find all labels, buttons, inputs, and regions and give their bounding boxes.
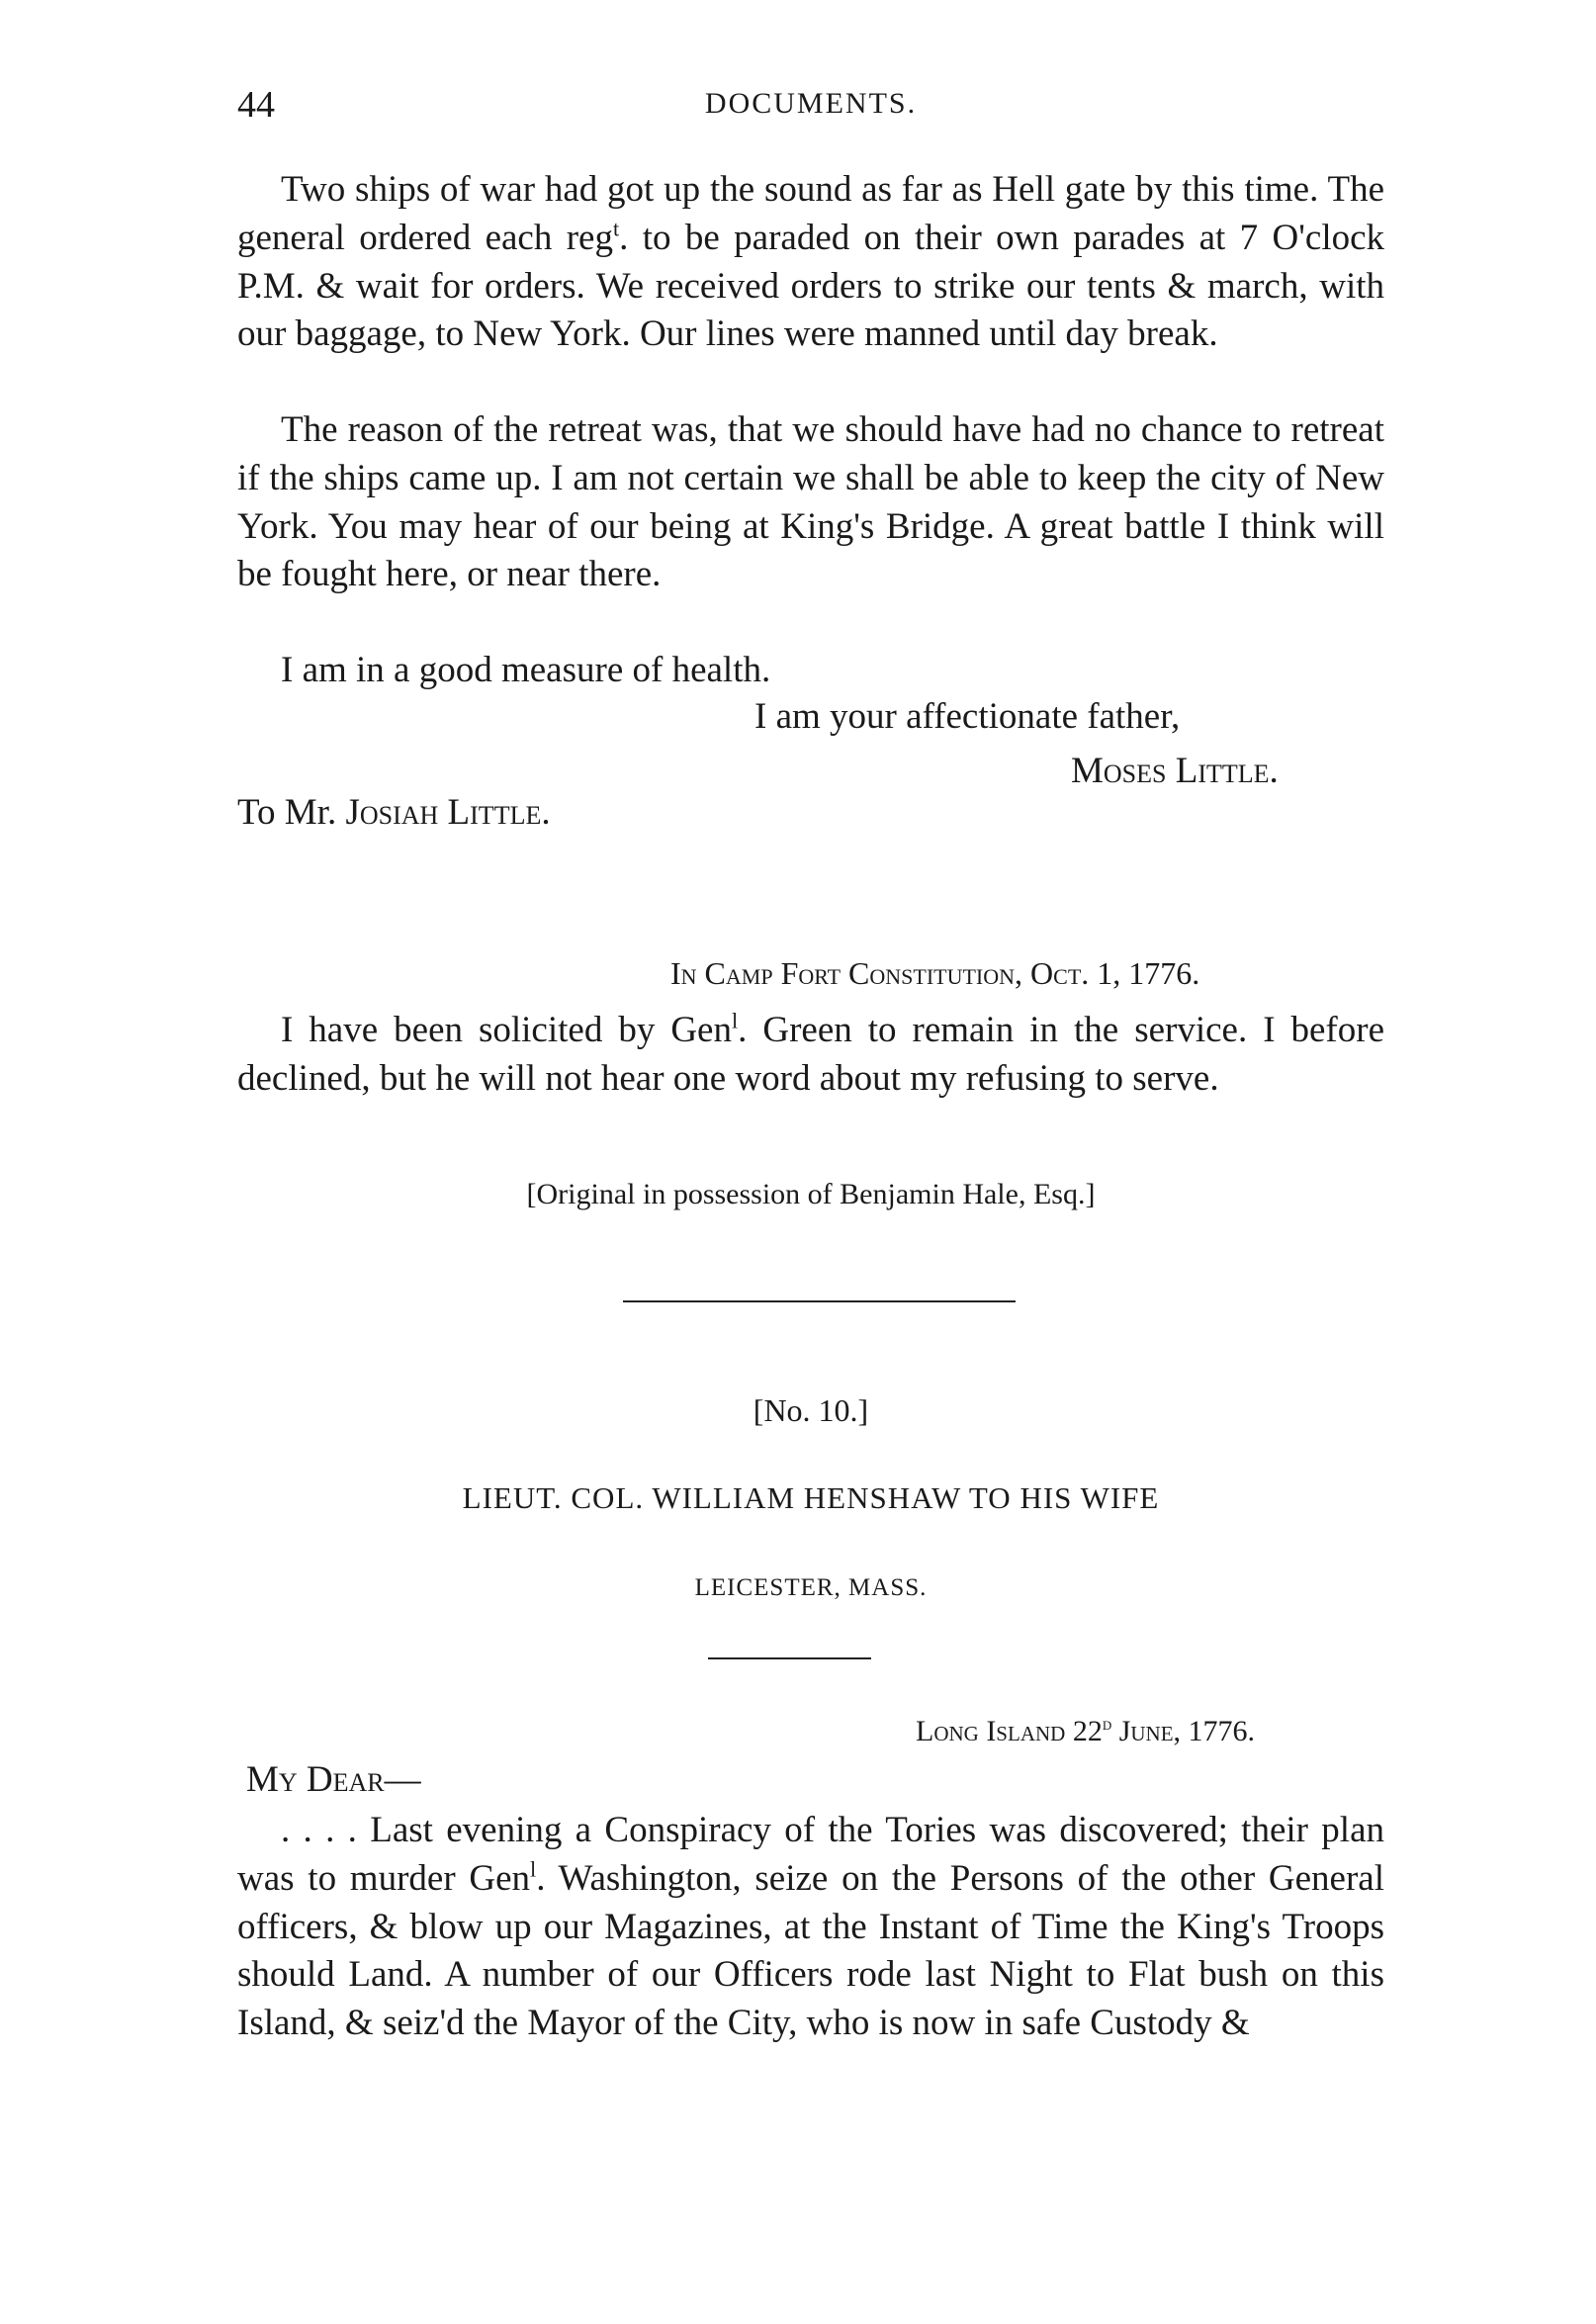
dateline: [916, 1715, 1255, 1748]
text-line: orders to strike our tents & march, with our baggage, to New: [237, 265, 1385, 355]
paragraph-text: I have been solicited by Gen: [281, 1010, 732, 1050]
document-title: LIEUT. COL. WILLIAM HENSHAW TO HIS WIFE: [462, 1480, 1160, 1515]
paragraph-text: . Washington, seize on the Persons of the other General officers, & blow up our Magazines, at the Instant of Time the King's Troops should Land. A number of our Officers rode last Night to Flat bush on this Island, & seiz'd the Mayor of the City, who is now in safe Custody &: [237, 1857, 1384, 2044]
source-note: [Original in possession of Benjamin Hale, Esq.]: [526, 1178, 1096, 1210]
text-line: this time. The general ordered each reg: [237, 169, 1385, 258]
dateline-place: Long Island 22: [916, 1715, 1103, 1747]
dateline-date: June, 1776.: [1111, 1715, 1256, 1747]
addressee: [237, 791, 551, 834]
paragraph-text: . . . . Last evening a Conspiracy of the Tories was discovered; their plan was to murder Gen: [237, 1810, 1384, 1899]
document-location: LEICESTER, MASS.: [694, 1574, 928, 1601]
letter2-paragraph: [237, 1007, 1384, 1104]
running-head: DOCUMENTS.: [704, 87, 918, 120]
text-line: Two ships of war had got up the sound as far as Hell gate by: [281, 169, 1173, 210]
letter1-paragraph-2: [237, 406, 1384, 599]
salutation: My Dear—: [246, 1759, 421, 1800]
superscript: l: [731, 1008, 739, 1033]
page-header: [237, 83, 1384, 127]
paragraph-text: The reason of the retreat was, that we should have had no chance to retreat if the ships came up. I am not certain we shall be able to keep the city of New York. You may hear of our being at King's Bridge. A great battle I think will be fought here, or near there.: [237, 409, 1384, 595]
addressee-name: Josiah Little.: [345, 792, 551, 833]
letter3-paragraph: [237, 1807, 1384, 2048]
letter-closing: I am your affectionate father,: [754, 696, 1181, 737]
paragraph-text: I am in a good measure of health.: [281, 650, 771, 690]
title-divider: [708, 1657, 871, 1659]
text-line: own parades at 7 O'clock P.M. & wait for orders. We received: [237, 217, 1385, 307]
text-line: . to be paraded on their: [619, 217, 982, 258]
page-number: 44: [237, 84, 275, 126]
superscript: t: [612, 216, 620, 241]
superscript: l: [530, 1856, 537, 1882]
document-number: [No. 10.]: [753, 1392, 869, 1428]
superscript: d: [1102, 1714, 1112, 1734]
section-divider: [623, 1300, 1016, 1302]
dateline: In Camp Fort Constitution, Oct. 1, 1776.: [670, 955, 1200, 991]
signature: Moses Little.: [1071, 751, 1279, 791]
addressee-prefix: To Mr.: [237, 792, 337, 833]
letter1-paragraph-3: [237, 647, 1384, 695]
paragraph-text: . Green to remain in the service. I before declined, but he will not hear one word about my refusing to serve.: [237, 1010, 1384, 1099]
text-line: York. Our lines were manned until day break.: [550, 313, 1218, 355]
letter1-paragraph-1: [237, 166, 1384, 359]
